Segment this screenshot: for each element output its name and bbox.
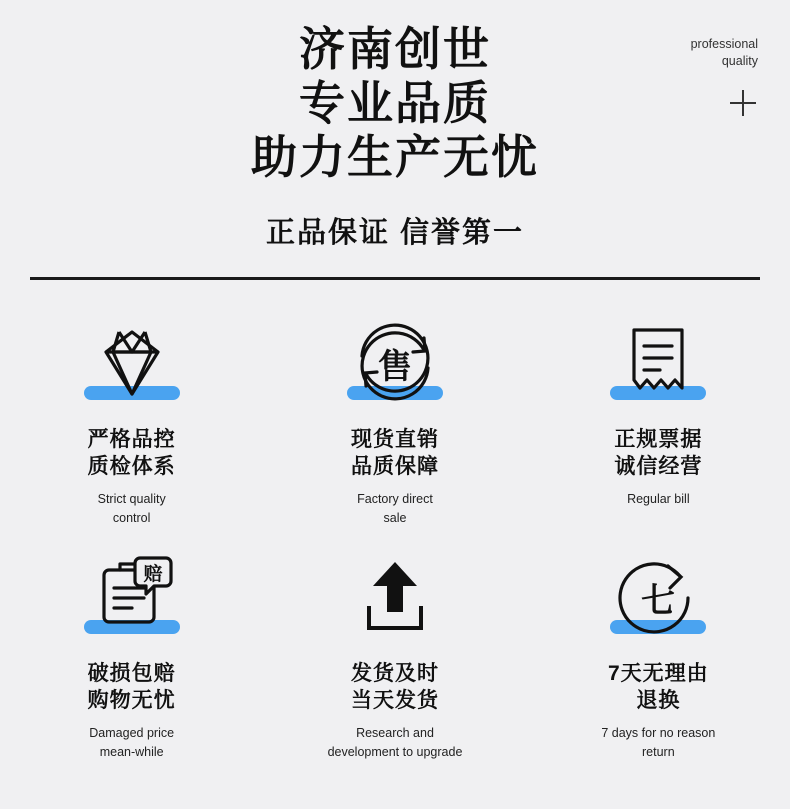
headline-line-2: 专业品质 bbox=[299, 77, 491, 129]
feature-title-line-1: 破损包赔 bbox=[87, 662, 176, 685]
feature-subtitle-line-1: Regular bill bbox=[627, 492, 690, 506]
feature-title bbox=[14, 660, 249, 714]
headline-line-1: 济南创世 bbox=[299, 23, 491, 75]
feature-title bbox=[541, 426, 776, 480]
corner-note-line-2: quality bbox=[721, 54, 758, 68]
feature-title bbox=[277, 660, 512, 714]
feature-subtitle-line-2: control bbox=[112, 511, 151, 525]
feature-subtitle-line-1: Factory direct bbox=[357, 492, 433, 506]
feature-title bbox=[277, 426, 512, 480]
feature-title-line-2: 品质保障 bbox=[350, 455, 439, 478]
feature-subtitle-line-2: development to upgrade bbox=[327, 745, 463, 759]
feature-grid bbox=[0, 306, 790, 768]
sale-circle-icon bbox=[277, 316, 512, 412]
feature-title-line-2: 购物无忧 bbox=[87, 689, 176, 712]
svg-text:售: 售 bbox=[377, 348, 412, 386]
feature-subtitle bbox=[541, 724, 776, 762]
feature-subtitle-line-2: mean-while bbox=[99, 745, 164, 759]
feature-item bbox=[527, 540, 790, 768]
svg-text:七: 七 bbox=[641, 582, 676, 620]
headline-line-3: 助力生产无忧 bbox=[251, 131, 539, 183]
feature-subtitle-line-1: Damaged price bbox=[89, 726, 175, 740]
feature-subtitle bbox=[277, 490, 512, 528]
feature-subtitle bbox=[14, 490, 249, 528]
feature-subtitle-line-1: 7 days for no reason bbox=[601, 726, 716, 740]
feature-item bbox=[263, 540, 526, 768]
feature-title-line-1: 发货及时 bbox=[350, 662, 439, 685]
feature-item bbox=[527, 306, 790, 534]
receipt-icon bbox=[541, 316, 776, 412]
feature-item bbox=[0, 540, 263, 768]
section-divider bbox=[30, 277, 760, 280]
feature-title-line-2: 诚信经营 bbox=[614, 455, 703, 478]
feature-item bbox=[263, 306, 526, 534]
feature-subtitle bbox=[541, 490, 776, 509]
feature-subtitle-line-2: return bbox=[642, 745, 675, 759]
corner-note-line-1: professional bbox=[690, 37, 758, 51]
compensation-clipboard-icon bbox=[14, 550, 249, 646]
feature-subtitle bbox=[14, 724, 249, 762]
feature-subtitle bbox=[277, 724, 512, 762]
upload-arrow-icon bbox=[277, 550, 512, 646]
feature-title-line-1: 正规票据 bbox=[614, 428, 703, 451]
svg-text:赔: 赔 bbox=[143, 564, 163, 585]
feature-title-line-1: 现货直销 bbox=[350, 428, 439, 451]
feature-title-line-2: 退换 bbox=[636, 689, 681, 712]
feature-title-line-1: 严格品控 bbox=[87, 428, 176, 451]
feature-title-line-2: 质检体系 bbox=[87, 455, 176, 478]
feature-subtitle-line-2: sale bbox=[383, 511, 407, 525]
feature-title-line-1: 7天无理由 bbox=[607, 662, 709, 685]
feature-subtitle-line-1: Strict quality bbox=[97, 492, 166, 506]
feature-title-line-2: 当天发货 bbox=[350, 689, 439, 712]
plus-icon bbox=[730, 90, 756, 116]
seven-day-return-icon bbox=[541, 550, 776, 646]
page-subtitle: 正品保证 信誉第一 bbox=[265, 217, 525, 249]
feature-title bbox=[14, 426, 249, 480]
feature-item bbox=[0, 306, 263, 534]
page-header bbox=[0, 0, 790, 251]
diamond-icon bbox=[14, 316, 249, 412]
corner-note bbox=[628, 36, 758, 70]
feature-subtitle-line-1: Research and bbox=[356, 726, 434, 740]
feature-title bbox=[541, 660, 776, 714]
